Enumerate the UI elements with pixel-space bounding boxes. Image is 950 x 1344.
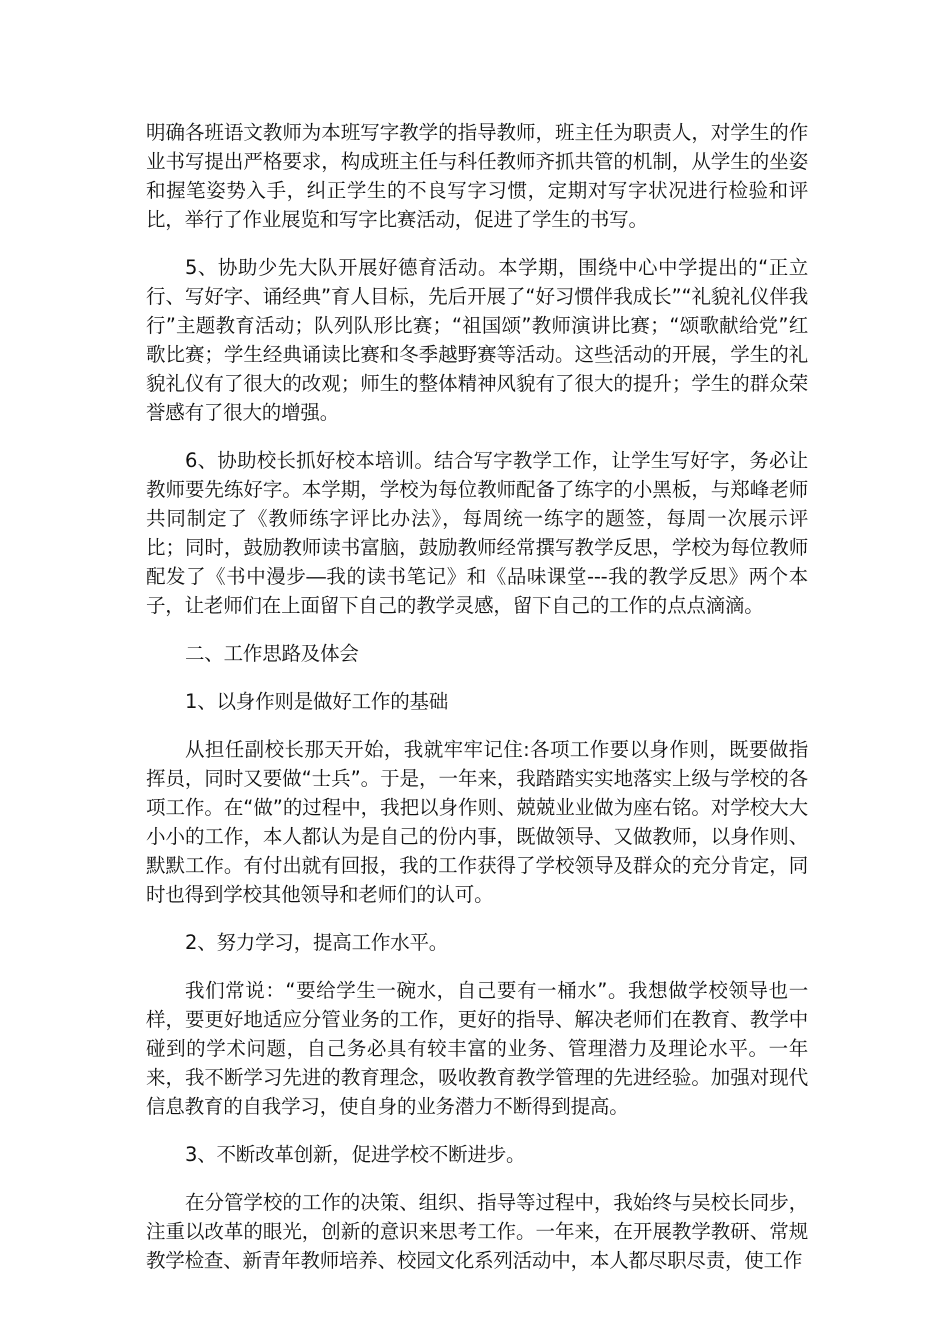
paragraph-item-5-moral-education: 5、协助少先大队开展好德育活动。本学期，围绕中心中学提出的“正立行、写好字、诵经典”育人目标，先后开展了“好习惯伴我成长”“礼貌礼仪伴我行”主题教育活动；队列队形比赛；“祖国颂”教师演讲比赛；“颂歌献给党”红歌比赛；学生经典诵读比赛和冬季越野赛等活动。这些活动的开展，学生的礼貌礼仪有了很大的改观；师生的整体精神风貌有了很大的提升；学生的群众荣誉感有了很大的增强。 xyxy=(146,256,808,424)
paragraph-study-hard: 我们常说：“要给学生一碗水，自己要有一桶水”。我想做学校领导也一样，要更好地适应分管业务的工作，更好的指导、解决老师们在教育、教学中碰到的学术问题，自己务必具有较丰富的业务、管理潜力及理论水平。一年来，我不断学习先进的教育理念，吸收教育教学管理的先进经验。加强对现代信息教育的自我学习，使自身的业务潜力不断得到提高。 xyxy=(146,979,808,1118)
subheading-study-hard: 2、努力学习，提高工作水平。 xyxy=(185,931,449,954)
paragraph-lead-by-example: 从担任副校长那天开始，我就牢牢记住:各项工作要以身作则，既要做指挥员，同时又要做“士兵”。于是，一年来，我踏踏实实地落实上级与学校的各项工作。在“做”的过程中，我把以身作则、兢兢业业做为座右铭。对学校大大小小的工作，本人都认为是自己的份内事，既做领导、又做教师，以身作则、默默工作。有付出就有回报，我的工作获得了学校领导及群众的充分肯定，同时也得到学校其他领导和老师们的认可。 xyxy=(146,738,808,906)
subheading-reform-innovation: 3、不断改革创新，促进学校不断进步。 xyxy=(185,1143,526,1166)
paragraph-reform-innovation: 在分管学校的工作的决策、组织、指导等过程中，我始终与吴校长同步，注重以改革的眼光，创新的意识来思考工作。一年来，在开展教学教研、常规教学检查、新青年教师培养、校园文化系列活动中，本人都尽职尽责，使工作 xyxy=(146,1191,808,1272)
document-body xyxy=(146,118,808,1294)
paragraph-item-6-school-training: 6、协助校长抓好校本培训。结合写字教学工作，让学生写好字，务必让教师要先练好字。本学期，学校为每位教师配备了练字的小黑板，与郑峰老师共同制定了《教师练字评比办法》，每周统一练字的题签，每周一次展示评比；同时，鼓励教师读书富脑，鼓励教师经常撰写教学反思，学校为每位教师配发了《书中漫步―我的读书笔记》和《品味课堂---我的教学反思》两个本子，让老师们在上面留下自己的教学灵感，留下自己的工作的点点滴滴。 xyxy=(146,449,808,617)
subheading-lead-by-example: 1、以身作则是做好工作的基础 xyxy=(185,690,449,713)
paragraph-writing-guidance: 明确各班语文教师为本班写字教学的指导教师，班主任为职责人，对学生的作业书写提出严格要求，构成班主任与科任教师齐抓共管的机制，从学生的坐姿和握笔姿势入手，纠正学生的不良写字习惯，定期对写字状况进行检验和评比，举行了作业展览和写字比赛活动，促进了学生的书写。 xyxy=(146,121,808,231)
section-heading-work-thoughts: 二、工作思路及体会 xyxy=(185,642,359,665)
